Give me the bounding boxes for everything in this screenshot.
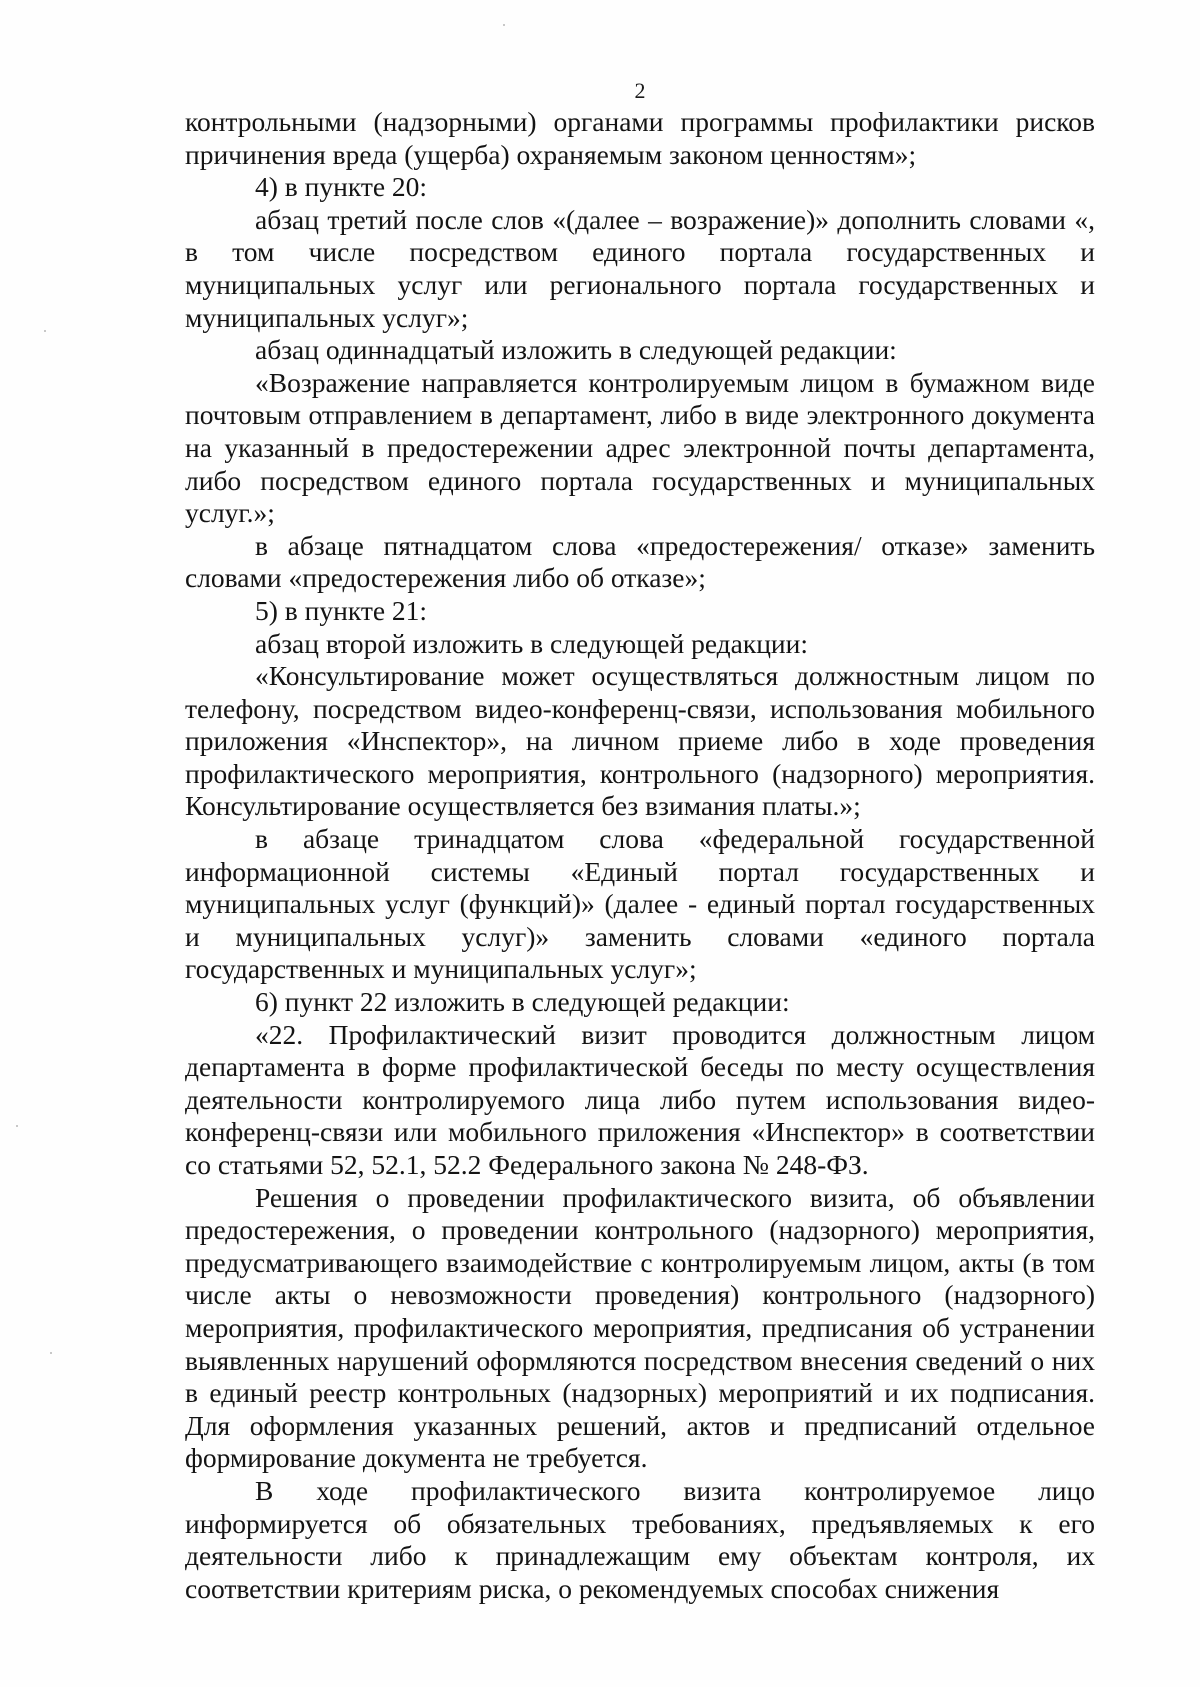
quoted-paragraph: «Возражение направляется контролируемым лицом в бумажном виде почтовым отправлением в департамент, либо в виде электронного документа на указанный в предостережении адрес электронной почты департамента, либо посредством единого портала государственных и муниципальных услуг.»;	[185, 366, 1095, 529]
item-6-heading: 6) пункт 22 изложить в следующей редакции:	[255, 986, 790, 1018]
paragraph: абзац третий после слов «(далее – возражение)» дополнить словами «, в том числе посредством единого портала государственных и муниципальных услуг или регионального портала государственных и муниципальных услуг»;	[185, 203, 1095, 333]
item-4-heading: 4) в пункте 20:	[255, 171, 428, 203]
quoted-paragraph: «22. Профилактический визит проводится должностным лицом департамента в форме профилактической беседы по месту осуществления деятельности контролируемого лица либо путем использования видео-конференц-связи или мобильного приложения «Инспектор» в соответствии со статьями 52, 52.1, 52.2 Федерального закона № 248-ФЗ.	[185, 1018, 1095, 1180]
scan-speck	[44, 330, 46, 332]
paragraph: В ходе профилактического визита контролируемое лицо информируется об обязательных требованиях, предъявляемых к его деятельности либо к принадлежащим ему объектам контроля, их соответствии критериям риска, о рекомендуемых способах снижения	[185, 1474, 1095, 1604]
paragraph: абзац второй изложить в следующей редакции:	[255, 627, 809, 659]
paragraph: Решения о проведении профилактического визита, об объявлении предостережения, о проведении контрольного (надзорного) мероприятия, предусматривающего взаимодействие с контролируемым лицом, акты (в том числе акты о невозможности проведения) контрольного (надзорного) мероприятия, профилактического мероприятия, предписания об устранении выявленных нарушений оформляются посредством внесения сведений о них в единый реестр контрольных (надзорных) мероприятий и их подписания. Для оформления указанных решений, актов и предписаний отдельное формирование документа не требуется.	[185, 1181, 1095, 1474]
paragraph: абзац одиннадцатый изложить в следующей редакции:	[255, 334, 897, 366]
quoted-paragraph: «Консультирование может осуществляться должностным лицом по телефону, посредством видео-конференц-связи, использования мобильного приложения «Инспектор», на личном приеме либо в ходе проведения профилактического мероприятия, контрольного (надзорного) мероприятия. Консультирование осуществляется без взимания платы.»;	[185, 660, 1095, 822]
paragraph: в абзаце тринадцатом слова «федеральной государственной информационной системы «Единый портал государственных и муниципальных услуг (функций)» (далее - единый портал государственных и муниципальных услуг)» заменить словами «единого портала государственных и муниципальных услуг»;	[185, 823, 1095, 985]
paragraph: в абзаце пятнадцатом слова «предостережения/ отказе» заменить словами «предостережения либо об отказе»;	[185, 529, 1095, 594]
scan-speck	[503, 24, 505, 26]
page-number: 2	[634, 78, 646, 103]
paragraph-continuation: контрольными (надзорными) органами программы профилактики рисков причинения вреда (ущерба) охраняемым законом ценностям»;	[185, 106, 1095, 170]
scan-speck	[16, 1125, 18, 1127]
document-body	[185, 106, 1095, 1605]
item-5-heading: 5) в пункте 21:	[255, 594, 428, 626]
scan-speck	[50, 1352, 52, 1354]
